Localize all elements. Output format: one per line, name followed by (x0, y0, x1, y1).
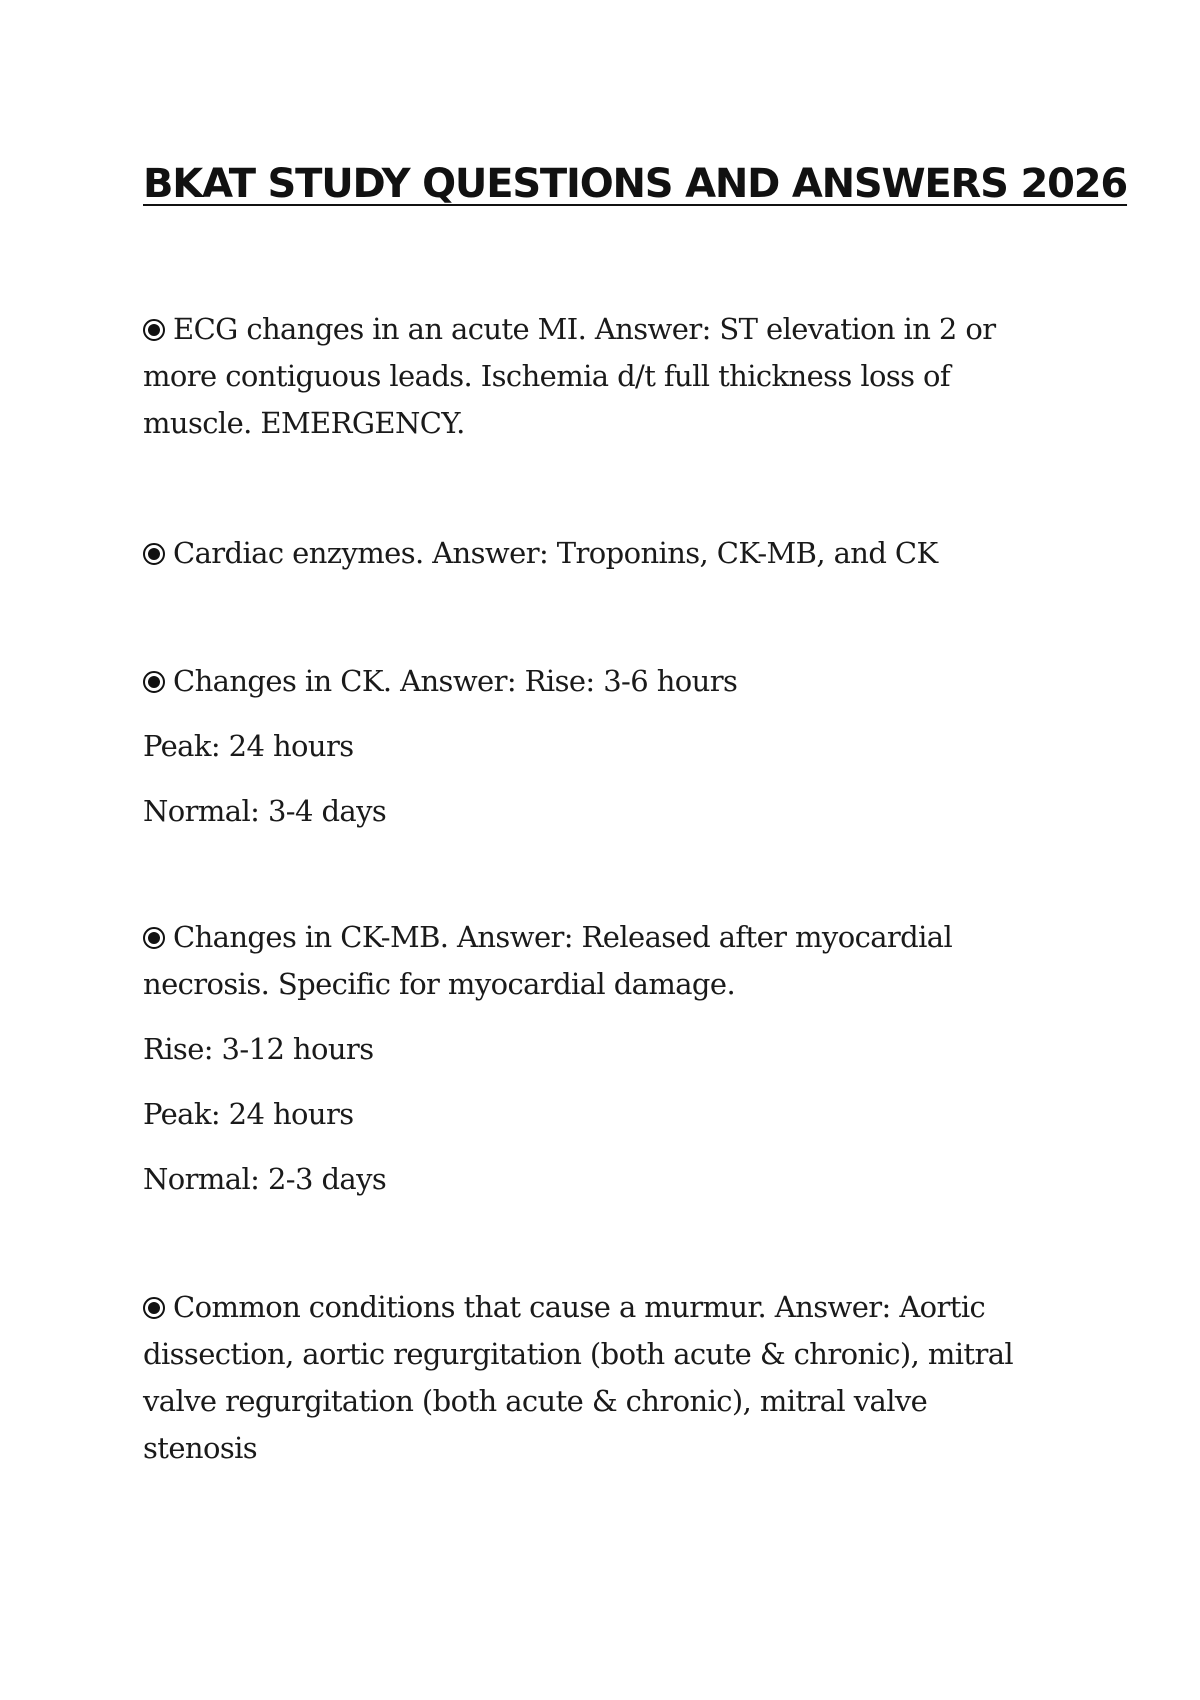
qa-detail-line: Normal: 3-4 days (143, 794, 387, 828)
radio-bullet-icon (143, 319, 165, 341)
qa-detail-line: Peak: 24 hours (143, 1097, 354, 1131)
qa-text: Changes in CK. Answer: Rise: 3-6 hours (173, 664, 738, 698)
radio-bullet-icon (143, 1297, 165, 1319)
document-page (143, 0, 1128, 1700)
radio-bullet-icon (143, 543, 165, 565)
radio-bullet-icon (143, 927, 165, 949)
qa-item (143, 914, 1043, 1203)
qa-item (143, 306, 1043, 447)
qa-text: Common conditions that cause a murmur. Answer: Aortic dissection, aortic regurgitation (both acute & chronic), mitral valve regurgitation (both acute & chronic), mitral valve stenosis (143, 1290, 1014, 1465)
qa-question (143, 530, 1043, 577)
qa-item (143, 530, 1043, 577)
qa-item (143, 1284, 1043, 1472)
qa-detail-line: Peak: 24 hours (143, 729, 354, 763)
qa-question (143, 1284, 1043, 1472)
qa-text: ECG changes in an acute MI. Answer: ST elevation in 2 or more contiguous leads. Ischemia d/t full thickness loss of muscle. EMERGENCY. (143, 312, 996, 440)
qa-item (143, 658, 1043, 835)
qa-detail-line: Normal: 2-3 days (143, 1162, 387, 1196)
radio-bullet-icon (143, 671, 165, 693)
document-title: BKAT STUDY QUESTIONS AND ANSWERS 2026 (143, 161, 1128, 207)
qa-text: Changes in CK-MB. Answer: Released after myocardial necrosis. Specific for myocardial damage. (143, 920, 953, 1001)
qa-question (143, 658, 1043, 705)
qa-question (143, 306, 1043, 447)
qa-detail-line: Rise: 3-12 hours (143, 1032, 374, 1066)
qa-question (143, 914, 1043, 1008)
qa-text: Cardiac enzymes. Answer: Troponins, CK-MB, and CK (173, 536, 938, 570)
